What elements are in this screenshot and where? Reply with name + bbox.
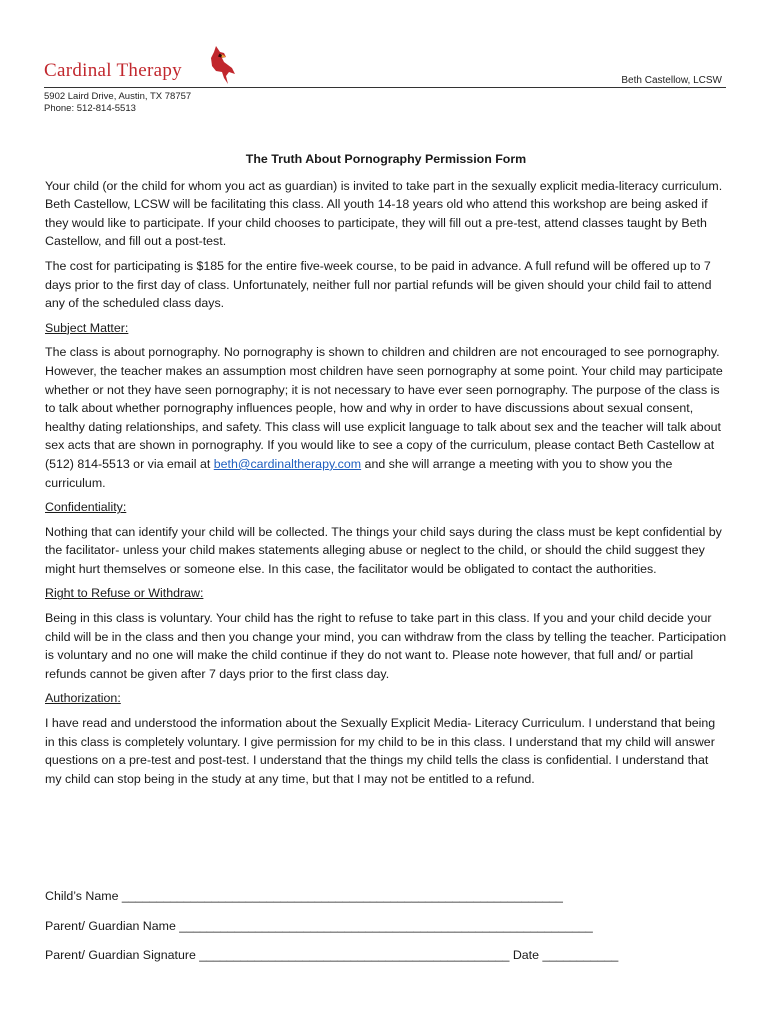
phone-line: Phone: 512-814-5513	[44, 103, 136, 114]
authorization-paragraph: I have read and understood the information about the Sexually Explicit Media- Literacy Curriculum. I understand that being in this class is completely voluntary. I give permission for my child to be in this class. I understand that my child will answer questions on a pre-test and post-test. I understand that the things my child tells the class is confidential. I understand that my child can stop being in the study at any time, but that I may not be entitled to a refund.	[45, 716, 716, 786]
confidentiality-paragraph: Nothing that can identify your child will be collected. The things your child says during the class must be kept confidential by the facilitator- unless your child makes statements alleging abuse or neglect to the child, or should the child suggest they might hurt themselves or someone else. In this case, the facilitator would be obligated to contact the authorities.	[45, 524, 722, 576]
header-practitioner: Beth Castellow, LCSW	[621, 75, 722, 86]
form-title: The Truth About Pornography Permission Form	[245, 152, 527, 166]
refuse-heading: Right to Refuse or Withdraw:	[45, 586, 204, 601]
email-link[interactable]: beth@cardinaltherapy.com	[213, 456, 362, 471]
signature-block	[45, 887, 727, 976]
cardinal-bird-icon	[202, 44, 236, 86]
cost-paragraph: The cost for participating is $185 for the entire five-week course, to be paid in advance. A full refund will be offered up to 7 days prior to the first day of class. Unfortunately, neither full nor partial refunds will be given should your child fail to attend any of the scheduled class days.	[45, 258, 712, 311]
cardinal-therapy-logo	[44, 44, 244, 88]
intro-paragraph: Your child (or the child for whom you act as guardian) is invited to take part in the sexually explicit media-literacy curriculum. Beth Castellow, LCSW will be facilitating this class. All youth 14-18 years old who attend this workshop are being asked if they would like to participate. If your child chooses to participate, they will fill out a pre-test, attend classes taught by Beth Castellow, and fill out a post-test.	[45, 178, 723, 249]
subject-paragraph	[45, 343, 727, 492]
header-divider	[44, 87, 726, 88]
logo-text: Cardinal Therapy	[44, 60, 182, 81]
subject-text: The class is about pornography. No pornography is shown to children and children are not encouraged to see pornography. However, the teacher makes an assumption most children have seen pornography at some point. Your child may participate whether or not they have seen pornography; it is not necessary to have ever seen pornography. The purpose of the class is to talk about whether pornography influences people, how and why in order to have discussions about sexual consent, healthy dating relationships, and safety. This class will use explicit language to talk about sex and the teacher will talk about sex acts that are shown in pornography. If you would like to see a copy of the curriculum, please contact Beth Castellow at (512) 814-5513 or via email at	[45, 345, 723, 471]
authorization-heading: Authorization:	[45, 691, 121, 706]
child-name-field[interactable]: Child’s Name ________________________________________________________________	[45, 889, 563, 903]
confidentiality-heading: Confidentiality:	[45, 500, 127, 515]
guardian-signature-field[interactable]: Parent/ Guardian Signature _____________________________________________ Date ___________	[45, 948, 619, 962]
address-line: 5902 Laird Drive, Austin, TX 78757	[44, 91, 192, 102]
refuse-paragraph: Being in this class is voluntary. Your child has the right to refuse to take part in this class. If you and your child decide your child will be in the class and then you change your mind, you can withdraw from the class by telling the teacher. Participation is voluntary and no one will make the child continue if they do not want to. Please note however, that full and/ or partial refunds cannot be given after 7 days prior to the first class day.	[45, 611, 727, 681]
subject-heading: Subject Matter:	[45, 320, 129, 335]
address-block	[44, 91, 191, 115]
form-body	[45, 150, 727, 794]
subject-text-end: and she will arrange a meeting with you to show you the curriculum.	[45, 456, 673, 490]
guardian-name-field[interactable]: Parent/ Guardian Name ____________________________________________________________	[45, 918, 593, 933]
